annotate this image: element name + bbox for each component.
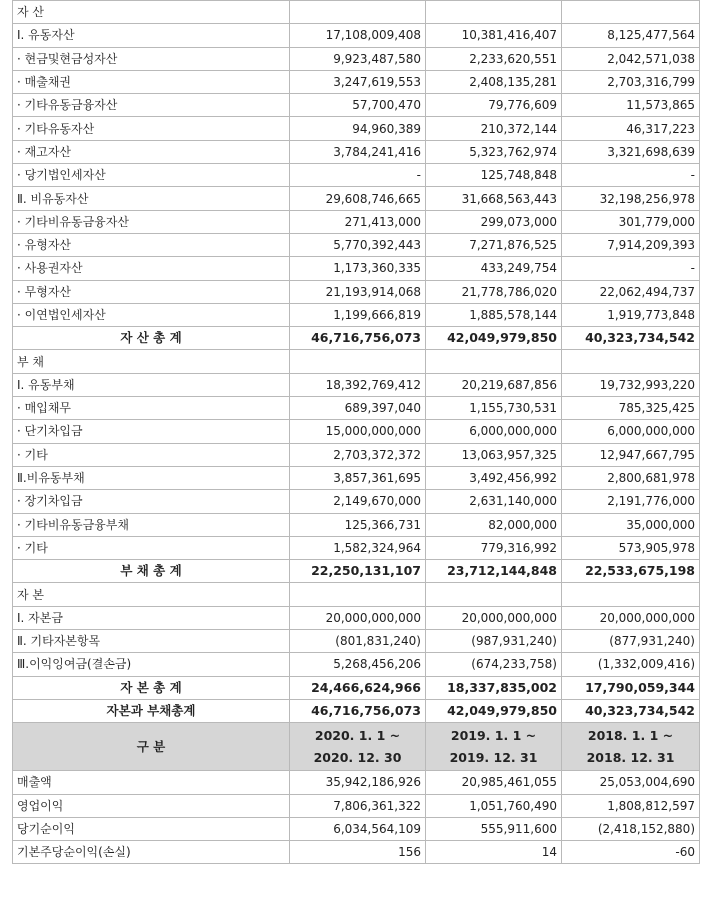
row-label: 부 채 (13, 350, 290, 373)
row-value: 5,268,456,206 (290, 653, 426, 676)
row-value: 22,533,675,198 (562, 560, 700, 583)
row-value: 94,960,389 (290, 117, 426, 140)
total-row (13, 676, 700, 699)
row-label: · 기타 (13, 443, 290, 466)
section-row (13, 1, 700, 24)
row-value (290, 350, 426, 373)
row-value: 2,703,316,799 (562, 70, 700, 93)
row-value: 46,716,756,073 (290, 699, 426, 722)
row-label: · 사용권자산 (13, 257, 290, 280)
total-row (13, 699, 700, 722)
row-value (562, 350, 700, 373)
table-row (13, 630, 700, 653)
row-value: 5,770,392,443 (290, 233, 426, 256)
row-value: 785,325,425 (562, 397, 700, 420)
row-value: 29,608,746,665 (290, 187, 426, 210)
row-value: (801,831,240) (290, 630, 426, 653)
table-row (13, 443, 700, 466)
income-value: 555,911,600 (426, 817, 562, 840)
row-value: 40,323,734,542 (562, 699, 700, 722)
row-value: 19,732,993,220 (562, 373, 700, 396)
row-value: 46,716,756,073 (290, 327, 426, 350)
row-value: 35,000,000 (562, 513, 700, 536)
row-label: · 기타유동금융자산 (13, 94, 290, 117)
period-header (562, 723, 700, 771)
table-row (13, 653, 700, 676)
header-label: 구 분 (13, 723, 290, 771)
row-value: 57,700,470 (290, 94, 426, 117)
row-value: 6,000,000,000 (426, 420, 562, 443)
income-row (13, 794, 700, 817)
row-value: 17,790,059,344 (562, 676, 700, 699)
row-value: 299,073,000 (426, 210, 562, 233)
table-row (13, 606, 700, 629)
table-row (13, 513, 700, 536)
row-value: 125,748,848 (426, 164, 562, 187)
row-label: · 재고자산 (13, 140, 290, 163)
row-value: 18,337,835,002 (426, 676, 562, 699)
table-row (13, 303, 700, 326)
table-row (13, 280, 700, 303)
table-row (13, 420, 700, 443)
row-label: Ⅱ.비유동부채 (13, 466, 290, 489)
table-row (13, 117, 700, 140)
row-value: 2,800,681,978 (562, 466, 700, 489)
income-row (13, 817, 700, 840)
row-label: · 기타유동자산 (13, 117, 290, 140)
row-value: 6,000,000,000 (562, 420, 700, 443)
row-label: 자본과 부채총계 (13, 699, 290, 722)
row-value: 42,049,979,850 (426, 699, 562, 722)
row-value: 79,776,609 (426, 94, 562, 117)
row-value: (877,931,240) (562, 630, 700, 653)
table-row (13, 210, 700, 233)
row-value: 1,919,773,848 (562, 303, 700, 326)
row-value: 1,173,360,335 (290, 257, 426, 280)
row-label: 자 산 총 계 (13, 327, 290, 350)
row-label: · 유형자산 (13, 233, 290, 256)
row-value: 689,397,040 (290, 397, 426, 420)
row-value: 125,366,731 (290, 513, 426, 536)
period-line: 2020. 12. 30 (313, 749, 402, 765)
income-value: 14 (426, 841, 562, 864)
row-value: 210,372,144 (426, 117, 562, 140)
period-header (426, 723, 562, 771)
row-label: Ⅱ. 기타자본항목 (13, 630, 290, 653)
row-value: 15,000,000,000 (290, 420, 426, 443)
row-value: 3,492,456,992 (426, 466, 562, 489)
row-value: 31,668,563,443 (426, 187, 562, 210)
income-value: 6,034,564,109 (290, 817, 426, 840)
income-label: 영업이익 (13, 794, 290, 817)
period-line: 2019. 12. 31 (449, 749, 538, 765)
row-label: 자 본 (13, 583, 290, 606)
row-value: (1,332,009,416) (562, 653, 700, 676)
row-value: 301,779,000 (562, 210, 700, 233)
row-value (426, 583, 562, 606)
income-value: 20,985,461,055 (426, 771, 562, 794)
row-value: 779,316,992 (426, 536, 562, 559)
period-line: 2019. 1. 1 ~ (450, 727, 537, 743)
table-row (13, 164, 700, 187)
income-value: 7,806,361,322 (290, 794, 426, 817)
row-label: · 기타비유동금융자산 (13, 210, 290, 233)
row-value: 24,466,624,966 (290, 676, 426, 699)
row-value: - (562, 257, 700, 280)
row-value: 21,193,914,068 (290, 280, 426, 303)
row-label: Ⅰ. 유동부채 (13, 373, 290, 396)
row-label: Ⅱ. 비유동자산 (13, 187, 290, 210)
row-label: · 현금및현금성자산 (13, 47, 290, 70)
row-value: 2,233,620,551 (426, 47, 562, 70)
row-value: 3,321,698,639 (562, 140, 700, 163)
row-value: 2,703,372,372 (290, 443, 426, 466)
table-row (13, 24, 700, 47)
row-value: - (562, 164, 700, 187)
row-value: 10,381,416,407 (426, 24, 562, 47)
income-value: 25,053,004,690 (562, 771, 700, 794)
row-label: · 당기법인세자산 (13, 164, 290, 187)
row-value: 2,191,776,000 (562, 490, 700, 513)
row-value: 1,582,324,964 (290, 536, 426, 559)
income-value: 35,942,186,926 (290, 771, 426, 794)
row-value: 2,408,135,281 (426, 70, 562, 93)
row-label: · 매입채무 (13, 397, 290, 420)
table-row (13, 373, 700, 396)
table-row (13, 47, 700, 70)
row-label: · 무형자산 (13, 280, 290, 303)
row-value: 1,155,730,531 (426, 397, 562, 420)
row-label: · 단기차입금 (13, 420, 290, 443)
income-row (13, 841, 700, 864)
row-value: 42,049,979,850 (426, 327, 562, 350)
row-value: 20,000,000,000 (562, 606, 700, 629)
row-value (426, 350, 562, 373)
row-label: Ⅰ. 자본금 (13, 606, 290, 629)
income-value: 1,808,812,597 (562, 794, 700, 817)
period-line: 2018. 12. 31 (586, 749, 675, 765)
period-header (290, 723, 426, 771)
row-value: 271,413,000 (290, 210, 426, 233)
income-label: 당기순이익 (13, 817, 290, 840)
income-row (13, 771, 700, 794)
table-row (13, 466, 700, 489)
table-row (13, 536, 700, 559)
row-value: 7,914,209,393 (562, 233, 700, 256)
income-value: 1,051,760,490 (426, 794, 562, 817)
row-value: 22,250,131,107 (290, 560, 426, 583)
section-row (13, 583, 700, 606)
row-value: 20,219,687,856 (426, 373, 562, 396)
row-label: Ⅲ.이익잉여금(결손금) (13, 653, 290, 676)
row-value: 40,323,734,542 (562, 327, 700, 350)
row-value (426, 1, 562, 24)
row-value (290, 583, 426, 606)
row-label: 자 본 총 계 (13, 676, 290, 699)
income-value: 156 (290, 841, 426, 864)
financial-table-body (13, 1, 700, 864)
row-value: 1,885,578,144 (426, 303, 562, 326)
row-value: 3,857,361,695 (290, 466, 426, 489)
row-value: 82,000,000 (426, 513, 562, 536)
period-header-row (13, 723, 700, 771)
row-value: - (290, 164, 426, 187)
row-label: · 기타 (13, 536, 290, 559)
row-value: 17,108,009,408 (290, 24, 426, 47)
row-value: 21,778,786,020 (426, 280, 562, 303)
table-row (13, 257, 700, 280)
row-value: 2,631,140,000 (426, 490, 562, 513)
income-value: (2,418,152,880) (562, 817, 700, 840)
row-label: · 이연법인세자산 (13, 303, 290, 326)
period-line: 2018. 1. 1 ~ (587, 727, 674, 743)
row-label: Ⅰ. 유동자산 (13, 24, 290, 47)
total-row (13, 560, 700, 583)
row-label: · 기타비유동금융부채 (13, 513, 290, 536)
row-value: 8,125,477,564 (562, 24, 700, 47)
row-value (562, 1, 700, 24)
row-value: 23,712,144,848 (426, 560, 562, 583)
row-label: · 매출채권 (13, 70, 290, 93)
period-line: 2020. 1. 1 ~ (314, 727, 401, 743)
row-value: 3,784,241,416 (290, 140, 426, 163)
row-value: 2,042,571,038 (562, 47, 700, 70)
row-value: 13,063,957,325 (426, 443, 562, 466)
row-value (562, 583, 700, 606)
row-value: (674,233,758) (426, 653, 562, 676)
income-label: 매출액 (13, 771, 290, 794)
table-row (13, 490, 700, 513)
table-row (13, 94, 700, 117)
row-value (290, 1, 426, 24)
row-value: 18,392,769,412 (290, 373, 426, 396)
table-row (13, 140, 700, 163)
row-value: 11,573,865 (562, 94, 700, 117)
financial-table (12, 0, 700, 864)
table-row (13, 70, 700, 93)
income-label: 기본주당순이익(손실) (13, 841, 290, 864)
row-label: 자 산 (13, 1, 290, 24)
table-row (13, 397, 700, 420)
row-value: 32,198,256,978 (562, 187, 700, 210)
row-label: · 장기차입금 (13, 490, 290, 513)
row-value: 20,000,000,000 (426, 606, 562, 629)
row-label: 부 채 총 계 (13, 560, 290, 583)
row-value: 5,323,762,974 (426, 140, 562, 163)
section-row (13, 350, 700, 373)
income-value: -60 (562, 841, 700, 864)
total-row (13, 327, 700, 350)
row-value: 2,149,670,000 (290, 490, 426, 513)
row-value: 9,923,487,580 (290, 47, 426, 70)
row-value: 3,247,619,553 (290, 70, 426, 93)
table-row (13, 187, 700, 210)
row-value: (987,931,240) (426, 630, 562, 653)
row-value: 12,947,667,795 (562, 443, 700, 466)
row-value: 20,000,000,000 (290, 606, 426, 629)
row-value: 7,271,876,525 (426, 233, 562, 256)
row-value: 1,199,666,819 (290, 303, 426, 326)
row-value: 22,062,494,737 (562, 280, 700, 303)
row-value: 573,905,978 (562, 536, 700, 559)
row-value: 433,249,754 (426, 257, 562, 280)
row-value: 46,317,223 (562, 117, 700, 140)
table-row (13, 233, 700, 256)
